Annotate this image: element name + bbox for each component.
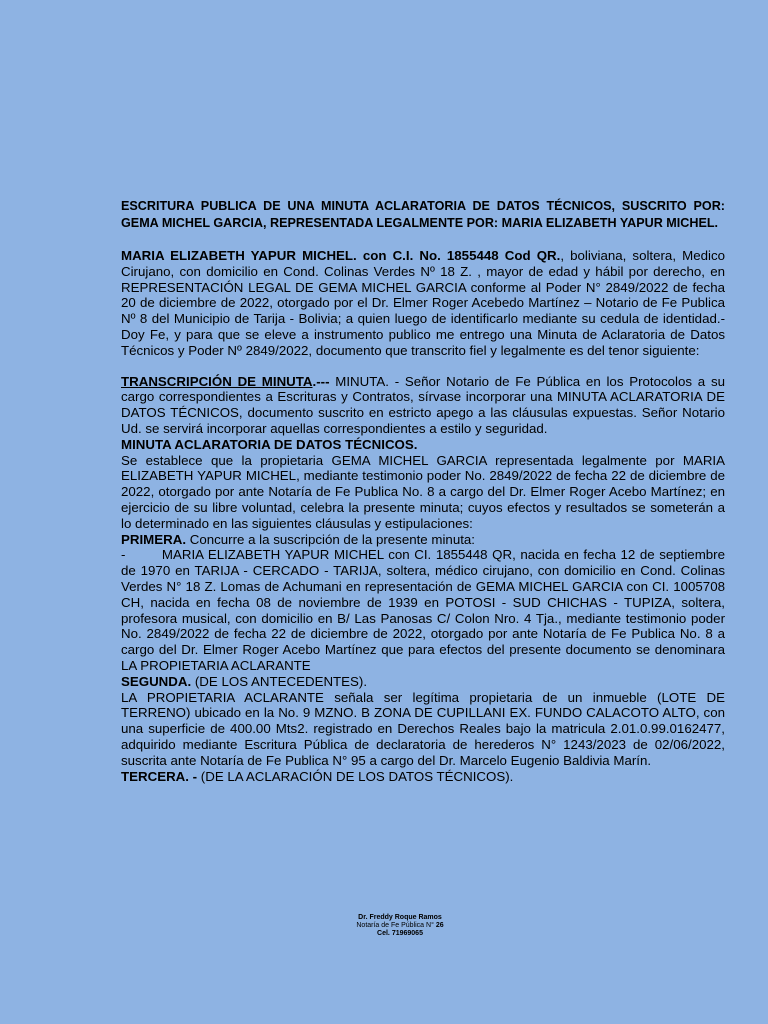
notary-phone: Cel. 71969065 <box>377 930 423 937</box>
transcription-paragraph <box>121 374 725 437</box>
clause-segunda-label: SEGUNDA. <box>121 673 192 689</box>
intro-paragraph <box>121 248 725 359</box>
clause-primera-item: - MARIA ELIZABETH YAPUR MICHEL con CI. 1855448 QR, nacida en fecha 12 de septiembre de 1970 en TARIJA - CERCADO - TARIJA, soltera, médico cirujano, con domicilio en Cond. Colinas Verdes N° 18 Z. Lomas de Achumani en representación de GEMA MICHEL GARCIA con CI. 1005708 CH, nacida en fecha 08 de noviembre de 1939 en POTOSI - SUD CHICHAS - TUPIZA, soltera, profesora musical, con domicilio en B/ Las Panosas C/ Colon Nro. 4 Tja., mediante testimonio poder No. 2849/2022 de fecha 22 de diciembre de 2022, otorgado por ante Notaría de Fe Publica No. 8 a cargo del Dr. Elmer Roger Acebo Martínez que para efectos del presente documento se denominara LA PROPIETARIA ACLARANTE <box>121 547 729 673</box>
clause-segunda <box>121 674 725 690</box>
document-body <box>121 198 729 784</box>
clause-primera <box>121 532 725 548</box>
minuta-heading: MINUTA ACLARATORIA DE DATOS TÉCNICOS. <box>121 436 418 452</box>
minuta-text: Se establece que la propietaria GEMA MICHEL GARCIA representada legalmente por MARIA ELIZABETH YAPUR MICHEL, mediante testimonio poder No. 2849/2022 de fecha 22 de diciembre de 2022, otorgado por ante Notaría de Fe Publica No. 8 a cargo del Dr. Elmer Roger Acebo Martínez; en ejercicio de su libre voluntad, celebra la presente minuta; cuyos efectos y resultados se someterán a lo determinado en las siguientes cláusulas y estipulaciones: <box>121 452 725 531</box>
clause-tercera <box>121 769 725 785</box>
intro-text: , boliviana, soltera, Medico Cirujano, con domicilio en Cond. Colinas Verdes Nº 18 Z. , mayor de edad y hábil por derecho, en REPRESENTACIÓN LEGAL DE GEMA MICHEL GARCIA conforme al Poder N° 2849/2022 de fecha 20 de diciembre de 2022, otorgado por el Dr. Elmer Roger Acebedo Martínez – Notario de Fe Publica Nº 8 del Municipio de Tarija - Bolivia; a quien luego de identificarlo mediante su cedula de identidad.- Doy Fe, y para que se eleve a instrumento publico me entrego una Minuta de Aclaratoria de Datos Técnicos y Poder Nº 2849/2022, documento que transcrito fiel y legalmente es del tenor siguiente: <box>121 248 725 358</box>
clause-segunda-text: (DE LOS ANTECEDENTES). <box>191 673 368 689</box>
notary-footer <box>330 914 470 938</box>
document-title: ESCRITURA PUBLICA DE UNA MINUTA ACLARATORIA DE DATOS TÉCNICOS, SUSCRITO POR: GEMA MICHEL GARCIA, REPRESENTADA LEGALMENTE POR: MARIA ELIZABETH YAPUR MICHEL. <box>121 199 725 230</box>
clause-primera-text: Concurre a la suscripción de la presente minuta: <box>186 531 476 547</box>
clause-segunda-body: LA PROPIETARIA ACLARANTE señala ser legítima propietaria de un inmueble (LOTE DE TERRENO) ubicado en la No. 9 MZNO. B ZONA DE CUPILLANI EX. FUNDO CALACOTO ALTO, con una superficie de 400.00 Mts2. registrado en Derechos Reales bajo la matricula 2.01.0.99.0162477, adquirido mediante Escritura Pública de declaratoria de herederos N° 1243/2023 de 02/06/2022, suscrita ante Notaría de Fe Publica N° 95 a cargo del Dr. Marcelo Eugenio Baldivia Marín. <box>121 689 725 768</box>
transcription-text: MINUTA. - Señor Notario de Fe Pública en los Protocolos a su cargo correspondientes a Escrituras y Contratos, sírvase incorporar una MINUTA ACLARATORIA DE DATOS TÉCNICOS, documento suscrito en estricto apego a las cláusulas expuestas. Señor Notario Ud. se servirá incorporar aquellas correspondientes a estilo y seguridad. <box>121 373 725 436</box>
clause-primera-label: PRIMERA. <box>121 531 187 547</box>
transcription-heading: TRANSCRIPCIÓN DE MINUTA <box>121 373 313 389</box>
intro-lead: MARIA ELIZABETH YAPUR MICHEL. con C.I. No. 1855448 Cod QR. <box>121 248 561 263</box>
notary-office: Notaría de Fe Pública N° 26 <box>356 922 444 929</box>
clause-tercera-label: TERCERA. - <box>121 768 198 784</box>
clause-tercera-text: (DE LA ACLARACIÓN DE LOS DATOS TÉCNICOS). <box>197 768 514 784</box>
transcription-dashes: .--- <box>312 373 330 389</box>
notary-name: Dr. Freddy Roque Ramos <box>358 914 442 921</box>
